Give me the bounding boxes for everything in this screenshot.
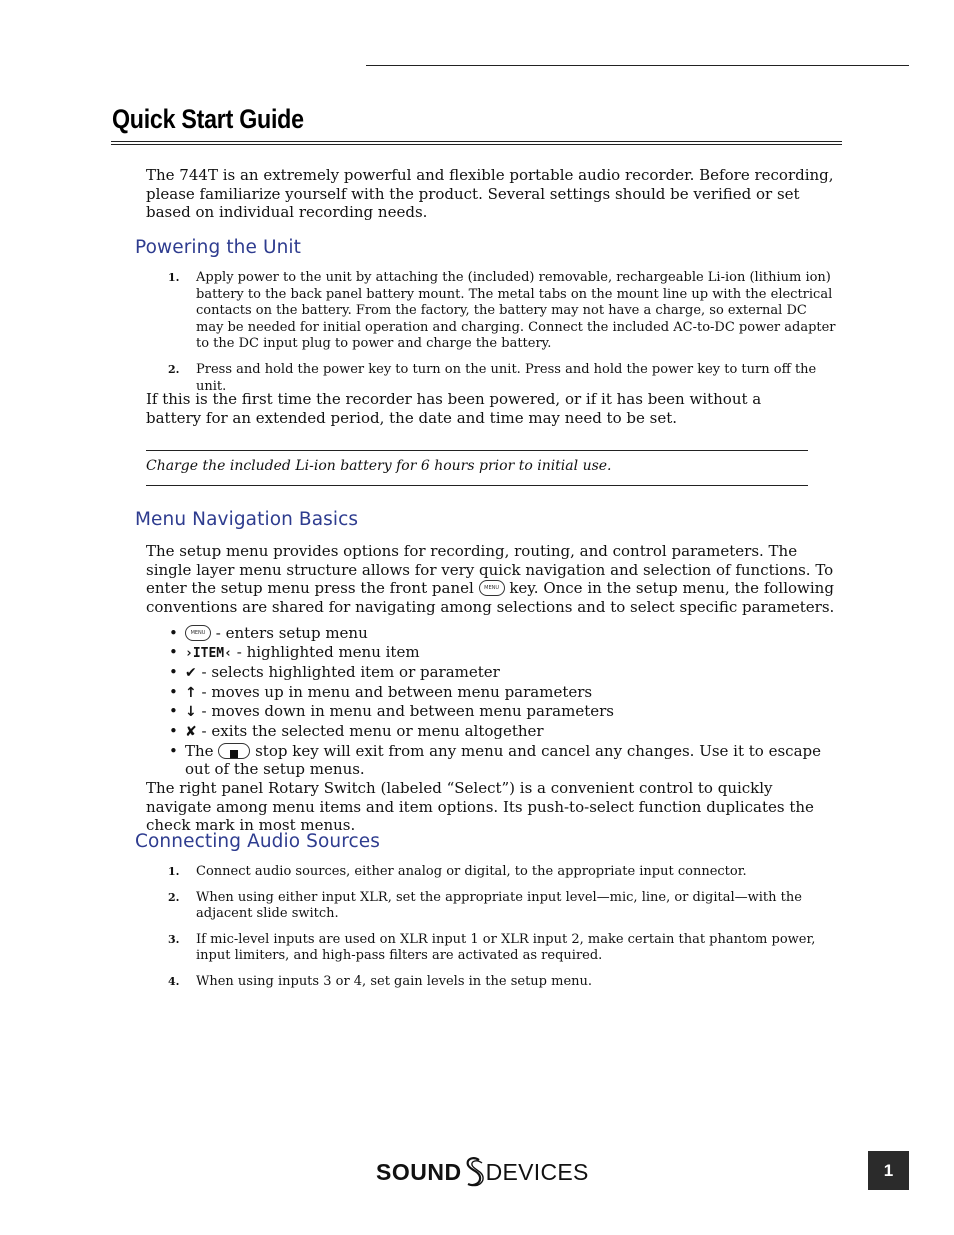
note-box	[146, 450, 808, 486]
section-heading-menu: Menu Navigation Basics	[135, 509, 359, 530]
step-number: 2.	[168, 890, 180, 904]
arrow-down-icon: ↓	[185, 704, 197, 721]
page-title: Quick Start Guide	[112, 104, 304, 134]
sound-devices-logo	[376, 1155, 589, 1189]
logo-word-devices: DEVICES	[485, 1158, 589, 1185]
item-highlight-symbol: ›ITEM‹	[185, 645, 232, 661]
intro-paragraph: The 744T is an extremely powerful and flexible portable audio recorder. Before recording, please familiarize yourself with the product. Several settings should be verified or set based on individual recording needs.	[146, 166, 834, 222]
page-number: 1	[868, 1151, 909, 1190]
menu-intro-text-2: key. Once in the setup menu, the following conventions are shared for navigating among selections and to select specific parameters.	[146, 579, 835, 617]
convention-text: - selects highlighted item or parameter	[201, 663, 500, 682]
step-text: If mic-level inputs are used on XLR input 1 or XLR input 2, make certain that phantom power, input limiters, and high-pass filters are activated as required.	[196, 931, 816, 964]
rotary-paragraph: The right panel Rotary Switch (labeled “Select”) is a convenient control to quickly navigate among menu items and item options. Its push-to-select function duplicates the check mark in most menus.	[146, 779, 814, 835]
list-item	[146, 974, 836, 991]
powering-steps	[146, 270, 836, 404]
step-number: 1.	[168, 865, 180, 878]
convention-text: - moves down in menu and between menu parameters	[201, 702, 614, 721]
convention-text: - highlighted menu item	[236, 642, 420, 661]
check-icon: ✔	[185, 665, 197, 682]
list-item	[146, 864, 836, 881]
title-rule	[111, 141, 842, 145]
list-item: • ↓ - moves down in menu and between menu parameters	[169, 702, 614, 721]
list-item	[146, 270, 836, 353]
step-text: Connect audio sources, either analog or digital, to the appropriate input connector.	[196, 864, 747, 879]
convention-text: - moves up in menu and between menu parameters	[201, 682, 593, 701]
logo-word-sound: SOUND	[376, 1158, 462, 1185]
header-rule	[366, 65, 909, 66]
section-heading-audio: Connecting Audio Sources	[135, 831, 381, 852]
list-item	[146, 890, 836, 923]
step-number: 3.	[168, 932, 180, 946]
first-power-paragraph: If this is the first time the recorder has been powered, or if it has been without a battery for an extended period, the date and time may need to be set.	[146, 390, 762, 427]
list-item: • ✔ - selects highlighted item or parameter	[169, 663, 500, 682]
audio-steps	[146, 864, 836, 1000]
menu-key-icon: MENU	[185, 625, 211, 641]
convention-text: - enters setup menu	[215, 624, 368, 642]
step-number: 4.	[168, 974, 180, 988]
section-heading-powering: Powering the Unit	[135, 237, 302, 258]
step-text: Apply power to the unit by attaching the (included) removable, rechargeable Li-ion (lithium ion) battery to the back panel battery mount. The metal tabs on the mount line up with the electrical contacts on the battery. From the factory, the battery may not have a charge, so external DC may be needed for initial operation and charging. Connect the included AC-to-DC power adapter to the DC input plug to power and charge the battery.	[196, 270, 836, 352]
convention-text: - exits the selected menu or menu altogether	[201, 721, 544, 740]
menu-key-icon: MENU	[479, 580, 505, 596]
cross-icon: ✘	[185, 723, 197, 740]
list-item: • ✘ - exits the selected menu or menu altogether	[169, 721, 544, 740]
step-number: 1.	[168, 271, 180, 284]
list-item: • ›ITEM‹ - highlighted menu item	[169, 642, 420, 661]
step-text: When using inputs 3 or 4, set gain levels in the setup menu.	[196, 973, 593, 989]
stop-key-icon	[218, 743, 250, 759]
step-number: 2.	[168, 362, 180, 376]
convention-text: The	[185, 741, 214, 760]
list-item	[146, 932, 836, 965]
step-text: When using either input XLR, set the appropriate input level—mic, line, or digital—with the adjacent slide switch.	[196, 889, 802, 922]
list-item: • MENU - enters setup menu	[169, 624, 368, 642]
arrow-up-icon: ↑	[185, 684, 197, 701]
list-item: • The stop key will exit from any menu and cancel any changes. Use it to escape out of the setup menus.	[169, 741, 822, 779]
logo-s-mark-icon	[463, 1156, 485, 1188]
menu-intro-text: The setup menu provides options for recording, routing, and control parameters. The single layer menu structure allows for very quick navigation and selection of functions. To enter the setup menu press the front panel	[146, 542, 834, 598]
note-text: Charge the included Li-ion battery for 6 hours prior to initial use.	[146, 458, 612, 474]
conventions-list	[169, 624, 839, 779]
convention-text: stop key will exit from any menu and cancel any changes. Use it to escape out of the setup menus.	[185, 741, 822, 779]
menu-intro-paragraph	[146, 542, 836, 617]
step-text: Press and hold the power key to turn on the unit. Press and hold the power key to turn off the unit.	[196, 361, 817, 394]
list-item: • ↑ - moves up in menu and between menu parameters	[169, 682, 593, 701]
